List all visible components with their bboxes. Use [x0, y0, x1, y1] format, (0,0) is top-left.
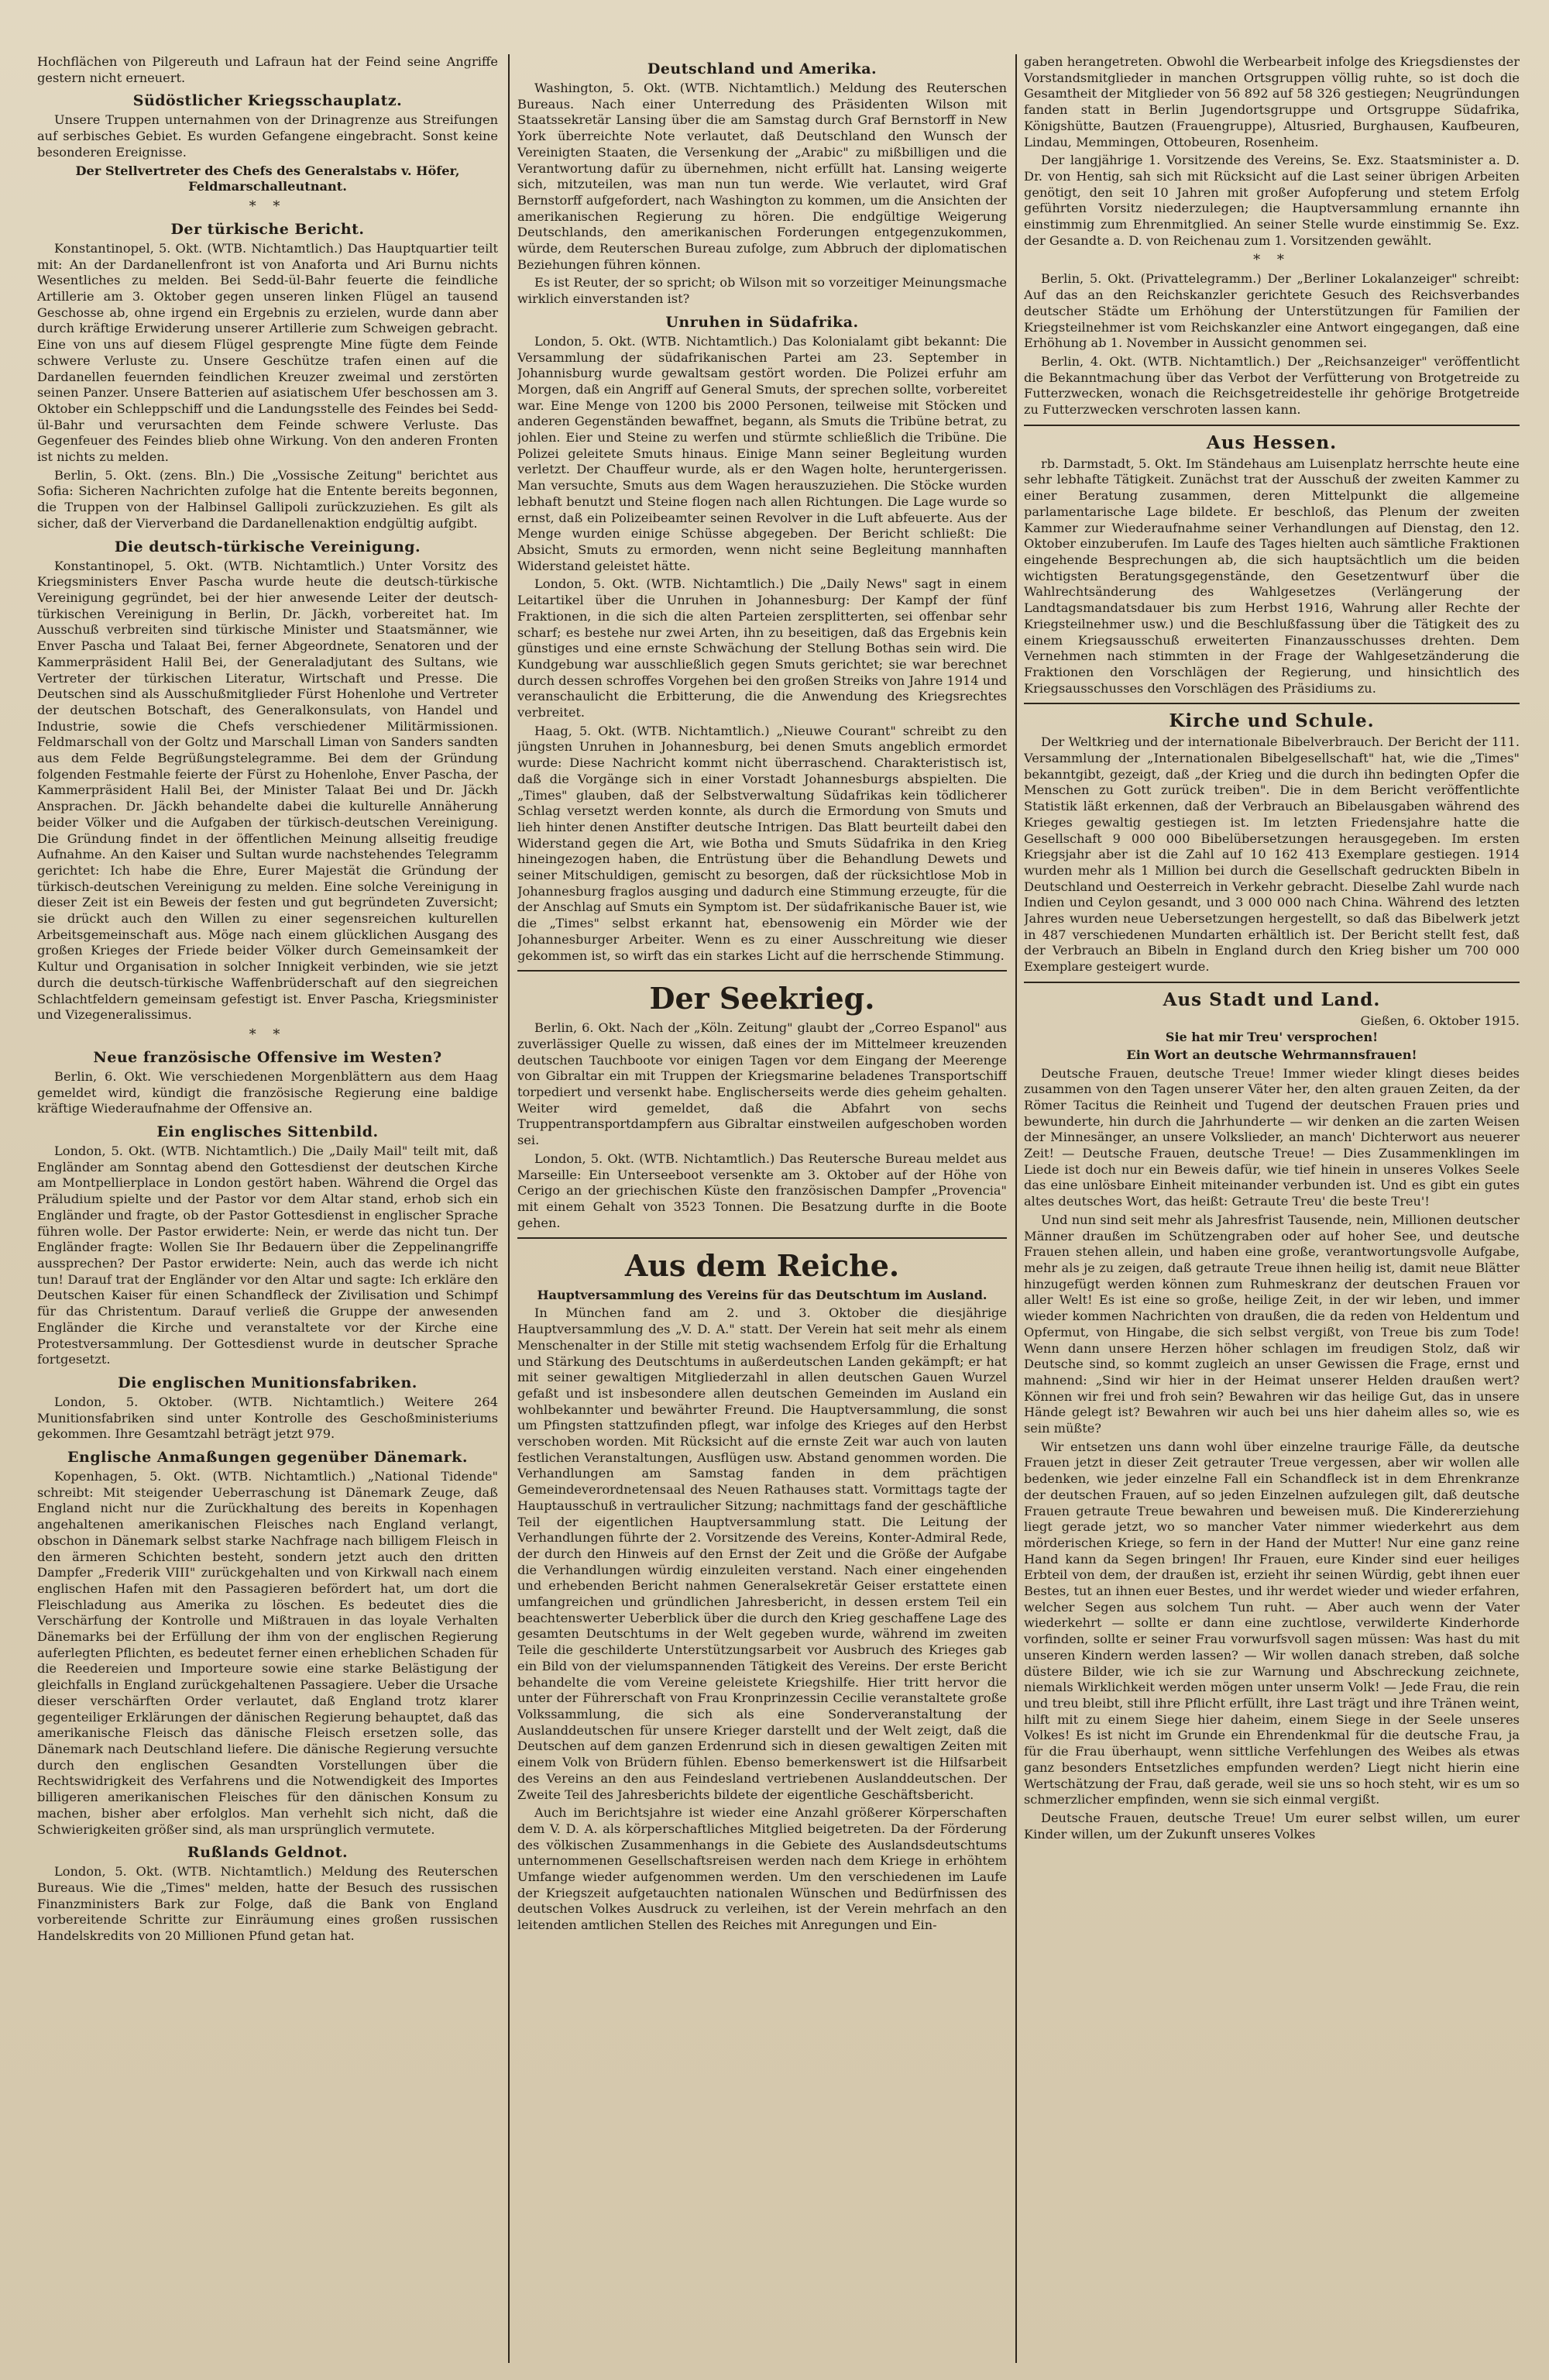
article-paragraph: Berlin, 4. Okt. (WTB. Nichtamtlich.) Der „Reichsanzeiger" veröffentlicht die Bekanntmachung über das Verbot der Verfütterung von Brotgetreide zu Futterzwecken, wonach die Reichsgetreidestelle ihr gehörige Brotgetreide zu Futterzwecken verschroten lassen kann. — [1024, 353, 1520, 418]
article-paragraph: Hochflächen von Pilgereuth und Lafraun hat der Feind seine Angriffe gestern nicht erneuert. — [37, 54, 498, 85]
separator-ornament: * * — [249, 198, 287, 215]
article-paragraph: London, 5. Okt. (WTB. Nichtamtlich.) Die „Daily Mail" teilt mit, daß Engländer am Sonntag abend den Gottesdienst der deutschen Kirche am Montpellierplace in London gestört haben. Während die Orgel das Präludium spielte und der Pastor vor dem Altar stand, erhob sich ein Engländer und fragte, ob der Pastor Gottesdienst in englischer Sprache führen wolle. Der Pastor erwiderte: Nein, er werde das nicht tun. Der Engländer fragte: Wollen Sie Ihr Bedauern über die Zeppelinangriffe aussprechen? Der Pastor erwiderte: Nein, auch das werde ich nicht tun! Darauf trat der Engländer vor den Altar und sagte: Ich erkläre den Deutschen Kaiser für einen Schandfleck der Zivilisation und Schimpf für das Christentum. Darauf verließ die Gruppe der anwesenden Engländer die Kirche und veranstaltete vor der Kirche eine Protestversammlung. Der Gottesdienst wurde in deutscher Sprache fortgesetzt. — [37, 1144, 498, 1367]
section-heading: Aus dem Reiche. — [624, 1248, 900, 1284]
article-heading: Deutschland und Amerika. — [647, 60, 878, 77]
article-heading: Der türkische Bericht. — [170, 220, 365, 238]
article-paragraph: Auch im Berichtsjahre ist wieder eine Anzahl größerer Körperschaften dem V. D. A. als körperschaftliches Mitglied beigetreten. Da der Förderung des völkischen Zusammenhangs in die Gebiete des Auslandsdeutschtums unternommenen Gesellschaftsreisen werden nach dem Kriege in erhöhtem Umfange wieder aufgenommen werden. Um den verschiedenen im Laufe der Kriegszeit aufgetauchten nationalen Wünschen und Bedürfnissen des deutschen Volkes Ausdruck zu verleihen, ist der Verein mehrfach an den leitenden amtlichen Stellen des Reiches mit Anregungen und Ein- — [517, 1805, 1007, 1933]
article-paragraph: In München fand am 2. und 3. Oktober die diesjährige Hauptversammlung des „V. D. A." statt. Der Verein hat seit mehr als einem Menschenalter in der Stille mit stetig wachsendem Erfolg für die Erhaltung und Stärkung des Deutschtums in außerdeutschen Landen gekämpft; er hat mit seiner gewaltigen Mitgliederzahl in allen deutschen Gauen Wurzel gefaßt und ist insbesondere allen deutschen Gemeinden im Ausland ein wohlbekannter und bewährter Freund. Die Hauptversammlung, die sonst um Pfingsten stattzufinden pflegt, war infolge des Krieges auf den Herbst verschoben worden. Mit Rücksicht auf die ernste Zeit war auch von lauten festlichen Veranstaltungen, Ausflügen usw. Abstand genommen worden. Die Verhandlungen am Samstag fanden in dem prächtigen Gemeindeverordnetensaal des Neuen Rathauses statt. Vormittags tagte der Hauptausschuß in vertraulicher Sitzung; nachmittags fand der geschäftliche Teil der eigentlichen Hauptversammlung statt. Die Leitung der Verhandlungen führte der 2. Vorsitzende des Vereins, Konter-Admiral Rede, der durch den Hinweis auf den Ernst der Zeit und die Größe der Aufgabe die Verhandlungen würdig einzuleiten verstand. Nach einer eingehenden und erhebenden Bericht nahmen Generalsekretär Geiser erstattete einen umfangreichen und gründlichen Jahresbericht, in dessen erstem Teil ein beachtenswerter Ueberblick über die durch den Krieg geschaffene Lage des gesamten Deutschtums in der Welt gegeben wurde, während im zweiten Teile die geschilderte Unterstützungsarbeit vor Ausbruch des Krieges gab ein Bild von der vielumspannenden Tätigkeit des Vereins. Der erste Bericht behandelte die vom Vereine geleistete Kriegshilfe. Hier tritt hervor die unter der Führerschaft von Frau Kronprinzessin Cecilie veranstaltete große Volkssammlung, die sich als eine Sonderveranstaltung der Auslanddeutschen für unsere Krieger darstellt und der Welt zeigt, daß die Deutschen auf dem ganzen Erdenrund sich in diesen gewaltigen Zeiten mit einem Volk von Brüdern fühlen. Ebenso bemerkenswert ist die Hilfsarbeit des Vereins an den aus Feindesland vertriebenen Auslanddeutschen. Der Zweite Teil des Jahresberichts bildete der eigentliche Geschäftsbericht. — [517, 1305, 1007, 1802]
article-paragraph: rb. Darmstadt, 5. Okt. Im Ständehaus am Luisenplatz herrschte heute eine sehr lebhafte Tätigkeit. Zunächst trat der Ausschuß der zweiten Kammer zu einer Beratung zusammen, deren Mittelpunkt die allgemeine parlamentarische Lage bildete. Er beschloß, das Plenum der zweiten Kammer zur Wiederaufnahme seiner Verhandlungen auf Dienstag, den 12. Oktober einzuberufen. Im Laufe des Tages hielten auch sämtliche Fraktionen eingehende Besprechungen ab, die sich hauptsächtlich um die beiden wichtigsten Beratungsgegenstände, den Gesetzentwurf über die Wahlrechtsänderung des Wahlgesetzes (Verlängerung der Landtagsmandatsdauer bis zum Herbst 1916, Wahrung aller Rechte der Kriegsteilnehmer usw.) und die Beschlußfassung über die Tätigkeit des zu einem Kriegsausschuß erweiterten Finanzausschusses drehten. Dem Vernehmen nach stimmten in der Frage der Wahlgesetzänderung die Fraktionen den Vorschlägen der Regierung, und hinsichtlich des Kriegsausschusses den Vorschlägen des Präsidiums zu. — [1024, 456, 1520, 696]
section-heading: Kirche und Schule. — [1169, 710, 1375, 732]
section-heading: Der Seekrieg. — [649, 981, 875, 1016]
article-paragraph: London, 5. Okt. (WTB. Nichtamtlich.) Das Reutersche Bureau meldet aus Marseille: Ein Unterseeboot versenkte am 3. Oktober auf der Höhe von Cerigo an der griechischen Küste den französischen Dampfer „Provencia" mit einem Gehalt von 3523 Tonnen. Die Besatzung durfte in die Boote gehen. — [517, 1150, 1007, 1230]
centered-line: Der Stellvertreter des Chefs des Generalstabs v. Höfer, Feldmarschalleutnant. — [75, 163, 460, 194]
column-divider — [508, 54, 510, 2363]
article-paragraph: Wir entsetzen uns dann wohl über einzelne traurige Fälle, da deutsche Frauen jetzt in dieser Zeit getrauter Treue vergessen, aber wir wollen alle bedenken, wie jeder einzelne Fall ein Schandfleck ist in dem Ehrenkranze der deutschen Frauen, auf so jeden Einzelnen aufzulegen gilt, daß deutsche Frauen getraute Treue bewahren und beweisen muß. Die Kindererziehung liegt gerade jetzt, wo so mancher Vater nimmer wiederkehrt aus dem mörderischen Kriege, so fern in der Hand der Mutter! Nur eine ganz reine Hand kann da Segen bringen! Ihr Frauen, eure Kinder sind euer heiliges Erbteil von dem, der draußen ist, erzieht ihr seinen Würdig, gebt ihnen euer Bestes, tut an ihnen euer Bestes, und ihr werdet wieder und wieder erfahren, welcher Segen aus solchem Tun ruht. — Aber auch wenn der Vater wiederkehrt — sollte er dann eine zuchtlose, verwilderte Kinderhorde vorfinden, sollte er seiner Frau vorwurfsvoll sagen müssen: Was hast du mit unseren Kindern werden lassen? — Wir wollen danach streben, daß solche düstere Bilder, wie ich sie zur Warnung und Abschreckung zeichnete, niemals Wirklichkeit werden mögen unter unserm Volk! — Jede Frau, die rein und treu bleibt, still ihre Pflicht erfüllt, ihre Last trägt und ihre Tränen weint, hilft mit zu einem Siege hier daheim, einem Siege in der Seele unseres Volkes! Es ist nicht im Grunde ein Ehrendenkmal für die deutsche Frau, ja für die Frau überhaupt, wenn sittliche Verfehlungen des Weibes als etwas ganz besonders Entsetzliches empfunden werden? Liegt nicht hierin eine Wertschätzung der Frau, daß gerade, weil sie uns so hoch steht, wir es um so schmerzlicher empfinden, wenn sie sich einmal vergißt. — [1024, 1439, 1520, 1807]
article-heading: Südöstlicher Kriegsschauplatz. — [132, 92, 403, 110]
article-subheading: Sie hat mir Treu' versprochen! — [1165, 1029, 1379, 1044]
article-subheading: Hauptversammlung des Vereins für das Deutschtum im Ausland. — [537, 1288, 987, 1303]
article-paragraph: Washington, 5. Okt. (WTB. Nichtamtlich.) Meldung des Reuterschen Bureaus. Nach einer Unterredung des Präsidenten Wilson mit Staatssekretär Lansing über die am Samstag durch Graf Bernstorff in New York überreichte Note verlautet, daß Deutschland den Wunsch der Vereinigten Staaten, die Versenkung der „Arabic" zu mißbilligen und die Verantwortung dafür zu übernehmen, nicht erfüllt hat. Lansing weigerte sich, mitzuteilen, was man nun tun werde. Wie verlautet, wird Graf Bernstorff aufgefordert, nach Washington zu kommen, um die Ansichten der amerikanischen Regierung zu hören. Die endgültige Weigerung Deutschlands, den amerikanischen Forderungen entgegenzukommen, würde, dem Reuterschen Bureau zufolge, zum Abbruch der diplomatischen Beziehungen führen können. — [517, 81, 1007, 272]
article-paragraph: Berlin, 5. Okt. (zens. Bln.) Die „Vossische Zeitung" berichtet aus Sofia: Sicheren Nachrichten zufolge hat die Entente bereits begonnen, die Truppen von der Halbinsel Gallipoli zurückzuziehen. Es gilt als sicher, daß der Vierverband die Dardanellenaktion endgültig aufgibt. — [37, 467, 498, 531]
article-paragraph: Haag, 5. Okt. (WTB. Nichtamtlich.) „Nieuwe Courant" schreibt zu den jüngsten Unruhen in Johannesburg, bei denen Smuts angeblich ermordet wurde: Diese Nachricht kommt nicht überraschend. Charakteristisch ist, daß die Vorgänge sich in einer Vorstadt Johannesburgs abspielten. Die „Times" glauben, daß der Selbstverwaltung Südafrikas kein tödlicherer Schlag versetzt werden konnte, als durch die Ermordung von Smuts und lieh hinter denen Anstifter deutsche Intrigen. Das Blatt beurteilt dabei den Widerstand gegen die Art, wie Botha und Smuts Südafrika in den Krieg hineingezogen haben, die Entrüstung über die Behandlung Dewets und seiner Mitschuldigen, gemischt zu besorgen, daß der rücksichtlose Mob in Johannesburg fraglos ausging und dadurch eine Stimmung erzeugte, für die der Anschlag auf Smuts ein Symptom ist. Der südafrikanische Bauer ist, wie die „Times" selbst erkannt hat, ebensowenig ein Mörder wie der Johannesburger Arbeiter. Wenn es zu einer Ausschreitung wie dieser gekommen ist, so wirft das ein starkes Licht auf die herrschende Stimmung. — [517, 723, 1007, 963]
column-middle — [517, 54, 1007, 2363]
section-rule — [517, 1237, 1007, 1239]
column-divider — [1015, 54, 1017, 2363]
section-heading: Aus Stadt und Land. — [1163, 989, 1381, 1010]
column-right — [1024, 54, 1520, 2363]
article-heading: Die englischen Munitionsfabriken. — [118, 1374, 417, 1391]
article-paragraph: Berlin, 6. Okt. Wie verschiedenen Morgenblättern aus dem Haag gemeldet wird, kündigt die französische Regierung eine baldige kräftige Wiederaufnahme der Offensive an. — [37, 1068, 498, 1116]
article-heading: Die deutsch-türkische Vereinigung. — [114, 538, 421, 555]
article-paragraph: Konstantinopel, 5. Okt. (WTB. Nichtamtlich.) Das Hauptquartier teilt mit: An der Dardanellenfront ist von Anaforta und Ari Burnu nichts Wesentliches zu melden. Bei Sedd-ül-Bahr feuerte die feindliche Artillerie am 3. Oktober gegen unseren linken Flügel an tausend Geschosse ab, ohne irgend ein Ergebnis zu erzielen, wurde dann aber durch kräftige Erwiderung unserer Artillerie zum Schweigen gebracht. Eine von uns auf diesem Flügel gesprengte Mine fügte dem Feinde schwere Verluste zu. Unsere Geschütze trafen einen auf die Dardanellen feuernden feindlichen Kreuzer zweimal und zerstörten seinen Panzer. Unsere Batterien auf asiatischem Ufer beschossen am 3. Oktober ein Schleppschiff und die Landungsstelle des Feindes bei Sedd-ül-Bahr und verursachten dem Feinde schwere Verluste. Das Gegenfeuer des Feindes blieb ohne Wirkung. Von den anderen Fronten ist nichts zu melden. — [37, 240, 498, 465]
article-paragraph: London, 5. Okt. (WTB. Nichtamtlich.) Meldung des Reuterschen Bureaus. Wie die „Times" melden, hatte der Besuch des russischen Finanzministers Bark zur Folge, daß die Bank von England vorbereitende Schritte zur Einräumung eines großen russischen Handelskredits von 20 Millionen Pfund getan hat. — [37, 1864, 498, 1944]
section-rule — [1024, 703, 1520, 704]
article-heading: Neue französische Offensive im Westen? — [93, 1048, 442, 1066]
article-heading: Englische Anmaßungen gegenüber Dänemark. — [67, 1449, 468, 1467]
article-paragraph: London, 5. Okt. (WTB. Nichtamtlich.) Die „Daily News" sagt in einem Leitartikel über die Unruhen in Johannesburg: Der Kampf der fünf Fraktionen, in die sich die alten Parteien zersplitterten, sei offenbar sehr scharf; es bestehe nur zwei Arten, ihn zu beseitigen, daß das Ergebnis kein günstiges und eine ernste Schwächung der Stellung Bothas sein wird. Die Kundgebung war ausschließlich gegen Smuts gerichtet; sie war berechnet durch dessen schroffes Vorgehen bei den großen Streiks von Jahre 1914 und veranschaulicht die Erbitterung, die die Anwendung des Kriegsrechtes verbreitet. — [517, 576, 1007, 721]
article-paragraph: Es ist Reuter, der so spricht; ob Wilson mit so vorzeitiger Meinungsmache wirklich einverstanden ist? — [517, 275, 1007, 307]
separator-ornament: * * — [1253, 252, 1290, 269]
article-heading: Unruhen in Südafrika. — [665, 313, 859, 331]
article-heading: Ein englisches Sittenbild. — [156, 1123, 379, 1141]
article-paragraph: Berlin, 6. Okt. Nach der „Köln. Zeitung" glaubt der „Correo Espanol" aus zuverlässiger Quelle zu wissen, daß eines der im Mittelmeer kreuzenden deutschen Tauchboote vor einigen Tagen vor dem Eingang der Meerenge von Gibraltar ein mit Truppen der Kriegsmarine beladenes Transportschiff torpediert und versenkt habe. Englischerseits werde dies geheim gehalten. Weiter wird gemeldet, daß die Abfahrt von sechs Truppentransportdampfern aus Gibraltar einstweilen aufgeschoben worden sei. — [517, 1020, 1007, 1148]
article-paragraph: Kopenhagen, 5. Okt. (WTB. Nichtamtlich.) „National Tidende" schreibt: Mit steigender Ueberraschung ist Dänemark Zeuge, daß England nicht nur die Zurückhaltung des bereits in Kopenhagen angehaltenen amerikanischen Fleisches nach England verlangt, obschon in Dänemark selbst starke Nachfrage nach billigem Fleisch in den ärmeren Schichten besteht, sondern jetzt auch den dritten Dampfer „Frederik VIII" zurückgehalten und von Kirkwall nach einem englischen Hafen mit den Passagieren befördert hat, um dort die Fleischladung aus Amerika zu löschen. Es bedeutet dies die Verschärfung der Kontrolle und Mißtrauen in das loyale Verhalten Dänemarks bei der Erfüllung der ihm von der englischen Regierung auferlegten Pflichten, es bedeutet ferner einen erheblichen Schaden für die Reedereien und Importeure sowie eine starke Belästigung der gleichfalls in England zurückgehaltenen Passagiere. Ueber die Ursache dieser verschärften Order verlautet, daß England trotz klarer gegenteiliger Erklärungen der dänischen Regierung behauptet, daß das amerikanische Fleisch das dänische Fleisch ersetzen solle, das Dänemark nach Deutschland liefere. Die dänische Regierung versuchte durch den englischen Gesandten Vorstellungen über die Rechtswidrigkeit des Verfahrens und die Notwendigkeit des Importes billigeren amerikanischen Fleisches für den dänischen Konsum zu machen, bisher aber erfolglos. Man verhehlt sich nicht, daß die Schwierigkeiten größer sind, als man ursprünglich vermutete. — [37, 1469, 498, 1837]
article-paragraph: London, 5. Oktober. (WTB. Nichtamtlich.) Weitere 264 Munitionsfabriken sind unter Kontrolle des Geschoßministeriums gekommen. Ihre Gesamtzahl beträgt jetzt 979. — [37, 1394, 498, 1442]
article-paragraph: Und nun sind seit mehr als Jahresfrist Tausende, nein, Millionen deutscher Männer draußen im Schützengraben oder auf hoher See, und deutsche Frauen stehen allein, und haben eine große, verantwortungsvolle Aufgabe, mehr als je zu zeigen, daß getraute Treue ihnen heilig ist, damit neue Blätter hinzugefügt werden können zum Ruhmeskranz der deutschen Frauen vor aller Welt! Es ist eine so große, heilige Zeit, in der wir leben, und immer wieder kommen Nachrichten von draußen, die da reden von Heldentum und Opfermut, von Hingabe, die sich selbst vergißt, von Treue bis zum Tode! Wenn dann unsere Herzen höher schlagen im freudigen Stolz, daß wir Deutsche sind, so kommt zugleich an unser Gewissen die Frage, ernst und mahnend: „Sind wir hier in der Heimat unserer Helden draußen wert? Können wir frei und froh sein? Bewahren wir das heilige Gut, das in unsere Hände gelegt ist? Bewahren wir auch bei uns hier daheim alles so, wie es sein müßte? — [1024, 1212, 1520, 1436]
article-paragraph: gaben herangetreten. Obwohl die Werbearbeit infolge des Kriegsdienstes der Vorstandsmitglieder in manchen Ortsgruppen völlig ruhte, so ist doch die Gesamtheit der Mitglieder von 56 892 auf 58 326 gestiegen; Neugründungen fanden statt in Berlin Jugendortsgruppe und Ortsgruppe Südafrika, Königshütte, Bautzen (Frauengruppe), Altusried, Burghausen, Kaufbeuren, Lindau, Memmingen, Ottobeuren, Rosenheim. — [1024, 54, 1520, 150]
section-rule — [1024, 425, 1520, 426]
article-paragraph: Deutsche Frauen, deutsche Treue! Immer wieder klingt dieses beides zusammen von den Tagen unserer Väter her, den alten grauen Zeiten, da der Römer Tacitus die Reinheit und Tugend der deutschen Frauen pries und bewunderte, hin durch die Jahrhunderte — wir denken an die zarten Weisen der Minnesänger, an unsere Volkslieder, an manch' Dichterwort aus neuerer Zeit! — Deutsche Frauen, deutsche Treue! — Dies Zusammenklingen im Liede ist doch nur ein Beweis dafür, wie tief hinein in unseres Volkes Seele das eine unlösbare Einheit miteinander verbunden ist. Und es gibt ein gutes altes deutsches Wort, das heißt: Getraute Treu' die beste Treu'! — [1024, 1065, 1520, 1209]
section-heading: Aus Hessen. — [1206, 432, 1338, 453]
article-paragraph: London, 5. Okt. (WTB. Nichtamtlich.) Das Kolonialamt gibt bekannt: Die Versammlung der südafrikanischen Partei am 23. September in Johannisburg wurde gewaltsam gestört worden. Die Polizei erfuhr am Morgen, daß ein Angriff auf General Smuts, der sprechen sollte, vorbereitet war. Eine Menge von 1200 bis 2000 Personen, teilweise mit Stöcken und anderen Gegenständen bewaffnet, begann, als Smuts die Tribüne betrat, zu johlen. Eier und Steine zu werfen und stürmte schließlich die Tribüne. Die Polizei geleitete Smuts hinaus. Einige Mann seiner Begleitung wurden verletzt. Der Chauffeur wurde, als er den Wagen holte, heruntergerissen. Man versuchte, Smuts aus dem Wagen herauszuziehen. Die Stöcke wurden lebhaft benutzt und Steine flogen nach allen Richtungen. Die Lage wurde so ernst, daß ein Polizeibeamter seinen Revolver in die Luft abfeuerte. Aus der Menge wurden einige Schüsse abgegeben. Der Bericht schließt: Die Absicht, Smuts zu ermorden, wenn nicht seine Begleitung mannhaften Widerstand geleistet hätte. — [517, 333, 1007, 573]
article-paragraph: Deutsche Frauen, deutsche Treue! Um eurer selbst willen, um eurer Kinder willen, um der Zukunft unseres Volkes — [1024, 1810, 1520, 1842]
section-rule — [1024, 982, 1520, 983]
article-paragraph: Berlin, 5. Okt. (Privattelegramm.) Der „Berliner Lokalanzeiger" schreibt: Auf das an den Reichskanzler gerichtete Gesuch des Reichsverbandes deutscher Städte um Erhöhung der Unterstützungen für Familien der Kriegsteilnehmer ist vom Reichskanzler eine Antwort eingegangen, daß eine Erhöhung ab 1. November in Aussicht genommen sei. — [1024, 271, 1520, 351]
column-left — [37, 54, 498, 2363]
article-paragraph: Unsere Truppen unternahmen von der Drinagrenze aus Streifungen auf serbisches Gebiet. Es wurden Gefangene eingebracht. Sonst keine besonderen Ereignisse. — [37, 112, 498, 160]
centered-line: Ein Wort an deutsche Wehrmannsfrauen! — [1126, 1047, 1417, 1062]
separator-ornament: * * — [249, 1026, 287, 1043]
article-paragraph: Konstantinopel, 5. Okt. (WTB. Nichtamtlich.) Unter Vorsitz des Kriegsministers Enver Pascha wurde heute die deutsch-türkische Vereinigung gegründet, bei der hier anwesende Leiter der deutsch-türkischen Vereinigung in Berlin, Dr. Jäckh, vorbereitet hat. Im Ausschuß verbreiten sind türkische Minister und Staatsmänner, wie Enver Pascha und Talaat Bei, ferner Abgeordnete, Senatoren und der Kammerpräsident Halil Bei, der Generaladjutant des Sultans, wie Vertreter der türkischen Literatur, Wirtschaft und Presse. Die Deutschen sind als Ausschußmitglieder Fürst Hohenlohe und Vertreter der deutschen Botschaft, des Generalkonsulats, von Handel und Industrie, sowie die Chefs verschiedener Militärmissionen. Feldmarschall von der Goltz und Marschall Liman von Sanders sandten aus dem Felde Begrüßungstelegramme. Bei dem der Gründung folgenden Festmahle feierte der Fürst zu Hohenlohe, Enver Pascha, der Kammerpräsident Halil Bei, der Minister Talaat Bei und Dr. Jäckh Ansprachen. Dr. Jäckh behandelte dabei die kulturelle Annäherung beider Völker und die Aufgaben der türkisch-deutschen Vereinigung. Die Gründung findet in der öffentlichen Meinung allseitig freudige Aufnahme. An den Kaiser und Sultan wurde nachstehendes Telegramm gerichtet: Ich habe die Ehre, Eurer Majestät die Gründung der türkisch-deutschen Vereinigung zu melden. Eine solche Vereinigung in dieser Zeit ist ein Beweis der festen und gut begründeten Zuversicht; sie drückt auch den Willen zu einer segensreichen kulturellen Arbeitsgemeinschaft aus. Möge nach einem glücklichen Ausgang des großen Krieges der Friede beider Völker durch Gemeinsamkeit der Kultur und Organisation in solcher Innigkeit verbinden, wie sie jetzt durch die deutsch-türkische Waffenbrüderschaft auf den siegreichen Schlachtfeldern gemeinsam gefestigt ist. Enver Pascha, Kriegsminister und Vizegeneralissimus. — [37, 558, 498, 1023]
article-paragraph: Der langjährige 1. Vorsitzende des Vereins, Se. Exz. Staatsminister a. D. Dr. von Hentig, sah sich mit Rücksicht auf die Last seiner übrigen Arbeiten genötigt, den seit 10 Jahren mit großer Aufopferung und stetem Erfolg geführten Vorsitz niederzulegen; die Hauptversammlung ernannte ihn einstimmig zum Ehrenmitglied. An seiner Stelle wurde einstimmig Se. Exz. der Gesandte a. D. von Reichenau zum 1. Vorsitzenden gewählt. — [1024, 153, 1520, 248]
article-heading: Rußlands Geldnot. — [187, 1844, 349, 1862]
dateline: Gießen, 6. Oktober 1915. — [1360, 1013, 1520, 1028]
section-rule — [517, 970, 1007, 972]
article-paragraph: Der Weltkrieg und der internationale Bibelverbrauch. Der Bericht der 111. Versammlung der „Internationalen Bibelgesellschaft" hat, wie die „Times" bekanntgibt, gezeigt, daß „der Krieg und die durch ihn bedingten Opfer die Menschen zu Gott zurück treiben". Die in dem Bericht veröffentlichte Statistik läßt erkennen, daß der Verbrauch an Bibelausgaben während des Krieges gewaltig gestiegen ist. Im letzten Friedensjahre hatte die Gesellschaft 9 000 000 Bibelübersetzungen herausgegeben. Im ersten Kriegsjahr aber ist die Zahl auf 10 162 413 Exemplare gestiegen. 1914 wurden mehr als 1 Million bei durch die Gesellschaft gedruckten Bibeln in Deutschland und Oesterreich in Verkehr gebracht. Dieselbe Zahl wurde nach Indien und Ceylon gesandt, und 3 000 000 nach China. Während des letzten Jahres wurden neue Uebersetzungen hergestellt, so daß das Bibelwerk jetzt in 487 verschiedenen Mundarten erhältlich ist. Der Bericht stellt fest, daß der Verbrauch an Bibeln in England durch den Krieg bisher um 700 000 Exemplare gesteigert wurde. — [1024, 734, 1520, 975]
